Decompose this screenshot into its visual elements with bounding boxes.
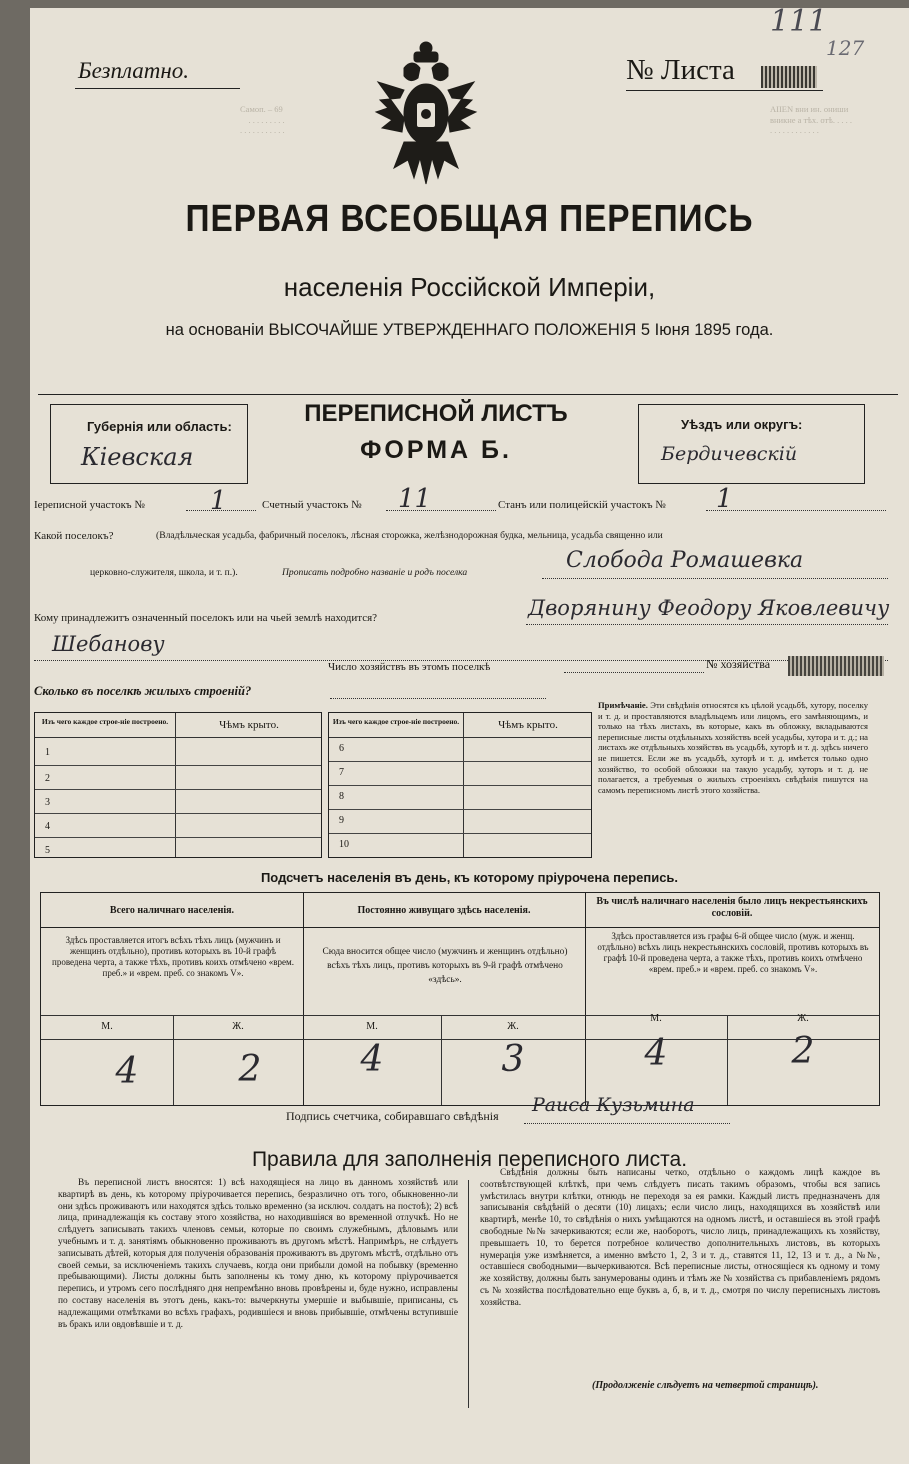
sheet-no-stamp (761, 66, 817, 88)
nonpeasant-header: Въ числѣ наличнаго населенія было лицъ некрестьянскихъ сословій. (596, 896, 868, 919)
rules-continued: (Продолженіе слѣдуетъ на четвертой страницѣ). (592, 1380, 819, 1391)
note-title: Примѣчаніе. (598, 700, 648, 710)
row-7: 7 (339, 767, 344, 778)
roof-header-right: Чѣмъ крыто. (498, 719, 558, 731)
row-2: 2 (45, 773, 50, 784)
hoz-no-label: № хозяйства (706, 657, 771, 671)
sheet-no-underline (626, 90, 823, 91)
permanent-header: Постоянно живущаго здѣсь населенія. (357, 905, 531, 916)
subtitle: населенія Россійской Имперіи, (283, 272, 656, 302)
poselok-hint-3: Прописать подробно названіе и родъ поселка (282, 567, 468, 578)
perepis-uch-value: 1 (210, 486, 227, 516)
buildings-label: Сколько въ поселкѣ жилыхъ строеній? (34, 684, 252, 698)
row-5: 5 (45, 845, 50, 856)
stan-line (706, 510, 886, 511)
row-3: 3 (45, 797, 50, 808)
hoz-no-stamp (788, 656, 884, 676)
stan-value: 1 (716, 484, 733, 514)
uezd-value: Бердичевскій (661, 443, 798, 465)
bleed-through-left: Cамоп. – 69 . . . . . . . . . . . . . . . . . . . . (240, 104, 285, 135)
hoz-count-label: Число хозяйствъ въ этомъ поселкѣ (328, 661, 491, 673)
form-title: ПЕРЕПИСНОЙ ЛИСТЪ (304, 400, 568, 427)
note-text: Эти свѣдѣнія относятся къ цѣлой усадьбѣ, хутору, поселку и т. д. и проставляются владѣльцемъ или лицомъ, его замѣняющимъ, и только на тѣхъ листахъ, въ которые, какъ въ обложку, вкладываются переписные листы отдѣльныхъ хозяйствъ всей усадьбы, хутора и т. д.; на листахъ же отдѣльныхъ хозяйствъ въ усадьбѣ, хуторѣ и т. д. здѣсь ничего не пишется. Если же въ усадьбѣ, хуторѣ и т. д. имѣется только одно хозяйство, то особой обложки на такую усадьбу, хуторъ и т. д. не полагается, а требуемыя о жилыхъ строеніяхъ свѣдѣнія пишутся на самомъ переписномъ листѣ этого хозяйства. (598, 700, 868, 795)
stan-label: Станъ или полицейскій участокъ № (498, 499, 666, 511)
owner-value-1: Дворянину Феодору Яковлевичу (528, 596, 890, 620)
schet-uch-value: 11 (398, 484, 432, 514)
poselok-line (542, 578, 888, 579)
schet-uch-label: Счетный участокъ № (262, 499, 362, 511)
legal-basis: на основаніи ВЫСОЧАЙШЕ УТВЕРЖДЕННАГО ПОЛОЖЕНІЯ 5 Іюня 1895 года. (165, 321, 774, 339)
free-label: Безплатно. (78, 58, 190, 83)
buildings-line (330, 698, 546, 699)
total-header: Всего наличнаго населенія. (109, 905, 235, 916)
note-block (598, 700, 868, 795)
poselok-label: Какой поселокъ? (34, 530, 114, 542)
total-m-value: 4 (115, 1051, 139, 1092)
np-m-value: 4 (644, 1033, 668, 1074)
owner-label: Кому принадлежитъ означенный поселокъ или на чьей землѣ находится? (34, 612, 378, 624)
rules-left: Въ переписной листъ вносятся: 1) всѣ находящіеся на лицо въ данномъ хозяйствѣ или квартирѣ въ день, къ которому пріурочивается перепись, безразлично отъ того, обыкновенно-ли они здѣсь проживаютъ или находятся здѣсь только временно (за исключ. солдатъ на постоѣ); 2) всѣ лица, принадлежащія къ составу этого хозяйства, но находившіяся во временной отлучкѣ. Но не слѣдуетъ записывать такихъ членовъ семьи, которые по своимъ служебнымъ, дѣловымъ или учебнымъ и т. д. занятіямъ обыкновенно проживаютъ въ другомъ мѣстѣ. Напримѣръ, не слѣдуетъ записывать дѣтей, которыя для полученія образованія проживаютъ въ другомъ мѣстѣ, отдѣльно отъ своей семьи, за исключеніемъ такихъ случаевъ, когда они прибыли домой на побывку (временно пребывающими). Листы должны быть заполнены къ тому дню, къ которому пріурочивается перепись, и утромъ сего послѣдняго дня непремѣнно вновь провѣрены и, буде нужно, исправлены по составу населенія въ этотъ день, какъ-то: вычеркнуты умершіе и выбывшіе, приписаны, съ надлежащими отмѣтками во всѣхъ графахъ, родившіеся и вновь прибывшіе, отмѣчены вступившіе въ бракъ или овдовѣвшіе и т. д. (58, 1178, 458, 1330)
perm-f-value: 3 (501, 1039, 525, 1080)
poselok-value: Слобода Ромашевка (566, 548, 804, 573)
count-table (40, 892, 880, 1106)
buildings-table-left (34, 712, 322, 858)
np-m-label: М. (650, 1013, 662, 1024)
owner-value-2: Шебанову (52, 632, 165, 656)
census-sheet (30, 8, 909, 1464)
total-m-label: М. (101, 1021, 113, 1032)
perm-m-label: М. (366, 1021, 378, 1032)
perm-m-value: 4 (360, 1039, 384, 1080)
uezd-box (638, 404, 865, 484)
permanent-desc: Сюда вносится общее число (мужчинъ и женщинъ отдѣльно) всѣхъ тѣхъ лицъ, противъ которыхъ въ 9-й графѣ отмѣчено «здѣсь». (322, 947, 568, 985)
sheet-no-label: № Листа (626, 54, 735, 86)
free-underline (75, 88, 240, 89)
owner-line (526, 624, 888, 625)
total-f-value: 2 (238, 1049, 262, 1090)
row-10: 10 (339, 839, 349, 850)
nonpeasant-desc: Здѣсь проставляется изъ графы 6-й общее число (муж. и женщ. отдѣльно) всѣхъ лицъ некрестьянскихъ сословій, противъ которыхъ въ графѣ 10-й проведена черта, а также тѣхъ, противъ коихъ отмѣчено «врем. преб.» и «врем. преб. со знакомъ V». (597, 931, 869, 974)
rules-right: Свѣдѣнія должны быть написаны четко, отдѣльно о каждомъ лицѣ каждое въ соотвѣтствующей клѣткѣ, при чемъ слѣдуетъ писать такимъ образомъ, чтобы вся запись умѣстилась внутри клѣтки, отнюдь не переходя за ея рамки. Каждый листъ предназначенъ для записыванія свѣдѣній о десяти (10) лицахъ; если число лицъ, находящихся въ хозяйствѣ или квартирѣ, менѣе 10, то свѣдѣнія о нихъ умѣщаются на одномъ листѣ, и оставшіеся въ этой графѣ свободные №№ зачеркиваются; если же, наоборотъ, число лицъ, принадлежащихъ къ хозяйству, превышаетъ 10, то берется потребное количество дополнительныхъ листовъ, въ которыхъ нумерація уже измѣняется, а именно вмѣсто 1, 2, 3 и т. д., ставятся 11, 12, 13 и т. д., а №№, оставшіеся свободными—вычеркиваются. Всѣ переписные листы, относящіеся къ одному и тому же хозяйству, должны быть занумерованы одинъ и тѣмъ же № хозяйства съ прибавленіемъ рядомъ съ № хозяйства послѣдовательно еще буквъ а, б, в, и т. д., смотря по числу переписныхъ листовъ хозяйства. (480, 1168, 880, 1308)
count-title: Подсчетъ населенія въ день, къ которому пріурочена перепись. (260, 870, 679, 885)
row-1: 1 (45, 747, 50, 758)
signature-value: Раиса Кузьмина (532, 1094, 695, 1116)
poselok-hint-2: церковно-служителя, школа, и т. п.). (90, 567, 238, 578)
total-f-label: Ж. (232, 1021, 244, 1032)
old-page-number-mark: 127 (826, 36, 865, 60)
perepis-uch-label: Іереписной участокъ № (34, 499, 145, 511)
np-f-value: 2 (791, 1031, 815, 1072)
rules-divider (468, 1180, 469, 1408)
gubernia-label: Губернія или область: (87, 419, 232, 434)
signature-line (524, 1123, 730, 1124)
row-8: 8 (339, 791, 344, 802)
main-title: ПЕРВАЯ ВСЕОБЩАЯ ПЕРЕПИСЬ (185, 198, 754, 240)
roof-header-left: Чѣмъ крыто. (219, 719, 279, 731)
perm-f-label: Ж. (507, 1021, 519, 1032)
gubernia-box (50, 404, 248, 484)
hoz-count-line (564, 672, 704, 673)
uezd-label: Уѣздъ или округъ: (681, 417, 803, 432)
bleed-through-right: AIIEN вни ин. ониши вникне а тѣх. отѣ. . . . . . . . . . . . . . . . . (770, 104, 853, 135)
rules-title: Правила для заполненія переписного листа. (251, 1148, 688, 1171)
gubernia-value: Кіевская (81, 443, 194, 471)
form-name: ФОРМА Б. (360, 436, 512, 464)
row-6: 6 (339, 743, 344, 754)
total-desc: Здѣсь проставляется итогъ всѣхъ тѣхъ лицъ (мужчинъ и женщинъ отдѣльно), противъ которыхъ въ 10-й графѣ проведена черта, а также тѣхъ, противъ коихъ отмѣчено «врем. преб.» и «врем. преб. со знакомъ V». (52, 935, 294, 978)
form-top-rule (38, 394, 898, 395)
page-number-mark: 111 (770, 8, 828, 39)
buildings-table-right (328, 712, 592, 858)
np-f-label: Ж. (797, 1013, 809, 1024)
row-4: 4 (45, 821, 50, 832)
double-headed-eagle-icon (374, 38, 478, 194)
material-header-left: Изъ чего каждое строе-ніе построено. (41, 717, 169, 726)
row-9: 9 (339, 815, 344, 826)
poselok-hint-1: (Владѣльческая усадьба, фабричный поселокъ, лѣсная сторожка, желѣзнодорожная будка, мельница, усадьба священно или (156, 530, 663, 541)
signature-label: Подпись счетчика, собиравшаго свѣдѣнія (286, 1109, 499, 1123)
material-header-right: Изъ чего каждое строе-ніе построено. (332, 717, 460, 726)
